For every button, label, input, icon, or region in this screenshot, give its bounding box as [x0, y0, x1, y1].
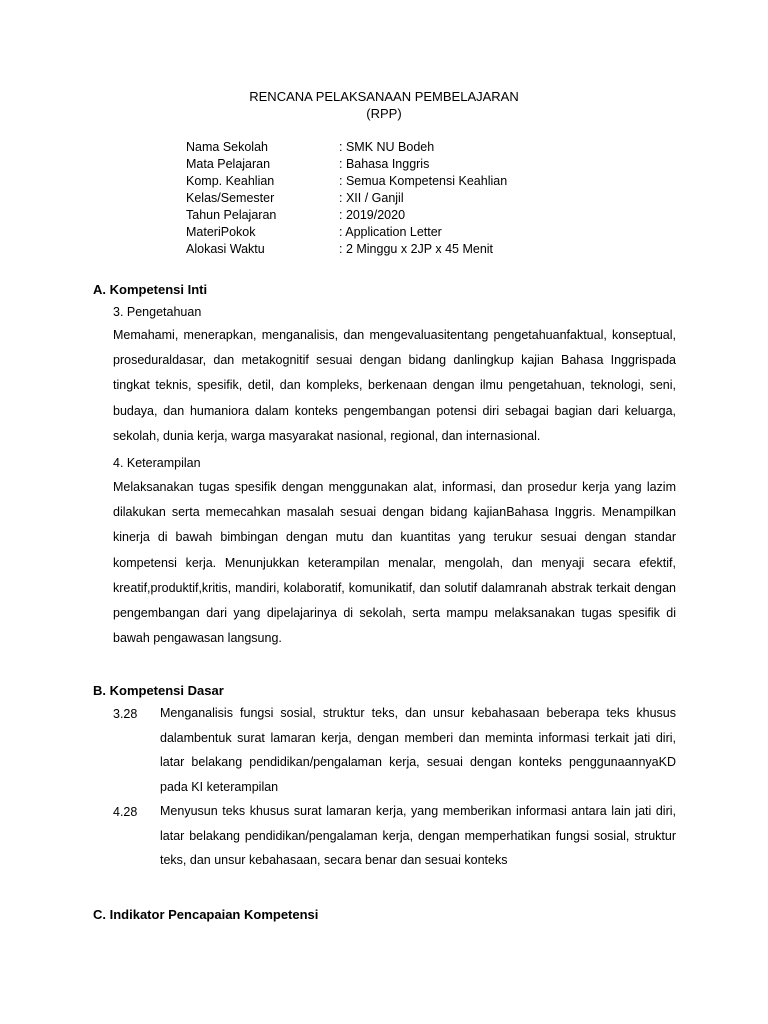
info-value: : Semua Kompetensi Keahlian	[339, 174, 508, 188]
info-label: MateriPokok	[186, 225, 256, 239]
info-row-expertise	[186, 173, 606, 190]
info-value: : 2 Minggu x 2JP x 45 Menit	[339, 242, 494, 256]
info-label: Nama Sekolah	[186, 140, 268, 154]
info-value: : XII / Ganjil	[339, 191, 404, 205]
info-label: Alokasi Waktu	[186, 242, 265, 256]
document-subtitle: (RPP)	[366, 106, 402, 121]
kd-number: 4.28	[113, 805, 138, 819]
section-a-paragraph-skills: Melaksanakan tugas spesifik dengan menggunakan alat, informasi, dan prosedur kerja yang lazim dilakukan serta memecahkan masalah sesuai dengan bidang kajianBahasa Inggris. Menampilkan kinerja di bawah bimbingan dengan mutu dan kuantitas yang terukur sesuai dengan standar kompetensi kerja. Menunjukkan keterampilan menalar, mengolah, dan menyaji secara efektif, kreatif,produktif,kritis, mandiri, kolaboratif, komunikatif, dan solutif dalamranah abstrak terkait dengan pengembangan dari yang dipelajarinya di sekolah, serta mampu melaksanakan tugas spesifik di bawah pengawasan langsung.	[113, 480, 676, 646]
info-row-class	[186, 190, 606, 207]
section-a-sub-skills: 4. Keterampilan	[113, 456, 201, 470]
kd-text: Menganalisis fungsi sosial, struktur teks, dan unsur kebahasaan beberapa teks khusus dalambentuk surat lamaran kerja, dengan memberi dan meminta informasi terkait jati diri, latar belakang pendidikan/pengalaman kerja, sesuai dengan konteks penggunaannyaKD pada KI keterampilan	[160, 706, 676, 794]
identity-table	[186, 139, 606, 258]
kd-number: 3.28	[113, 707, 138, 721]
info-row-time	[186, 241, 606, 258]
info-row-year	[186, 207, 606, 224]
info-label: Tahun Pelajaran	[186, 208, 277, 222]
section-a-paragraph-knowledge: Memahami, menerapkan, menganalisis, dan mengevaluasitentang pengetahuanfaktual, konseptual, proseduraldasar, dan metakognitif sesuai dengan bidang danlingkup kajian Bahasa Inggrispada tingkat teknis, spesifik, detil, dan kompleks, berkenaan dengan ilmu pengetahuan, teknologi, seni, budaya, dan humaniora dalam konteks pengembangan potensi diri sebagai bagian dari keluarga, sekolah, dunia kerja, warga masyarakat nasional, regional, dan internasional.	[113, 328, 676, 443]
section-a-sub-knowledge: 3. Pengetahuan	[113, 305, 202, 319]
info-row-subject	[186, 156, 606, 173]
info-row-school	[186, 139, 606, 156]
info-value: : 2019/2020	[339, 208, 406, 222]
section-c-heading: C. Indikator Pencapaian Kompetensi	[93, 907, 319, 922]
info-label: Mata Pelajaran	[186, 157, 271, 171]
document-title: RENCANA PELAKSANAAN PEMBELAJARAN	[249, 89, 519, 104]
info-row-material	[186, 224, 606, 241]
info-value: : Application Letter	[339, 225, 442, 239]
info-value: : SMK NU Bodeh	[339, 140, 435, 154]
info-label: Komp. Keahlian	[186, 174, 275, 188]
section-a-heading: A. Kompetensi Inti	[93, 282, 208, 297]
kd-text: Menyusun teks khusus surat lamaran kerja, yang memberikan informasi antara lain jati diri, latar belakang pendidikan/pengalaman kerja, dengan memperhatikan fungsi sosial, struktur teks, dan unsur kebahasaan, secara benar dan sesuai konteks	[160, 804, 676, 867]
info-value: : Bahasa Inggris	[339, 157, 430, 171]
section-b-heading: B. Kompetensi Dasar	[93, 683, 224, 698]
info-label: Kelas/Semester	[186, 191, 275, 205]
